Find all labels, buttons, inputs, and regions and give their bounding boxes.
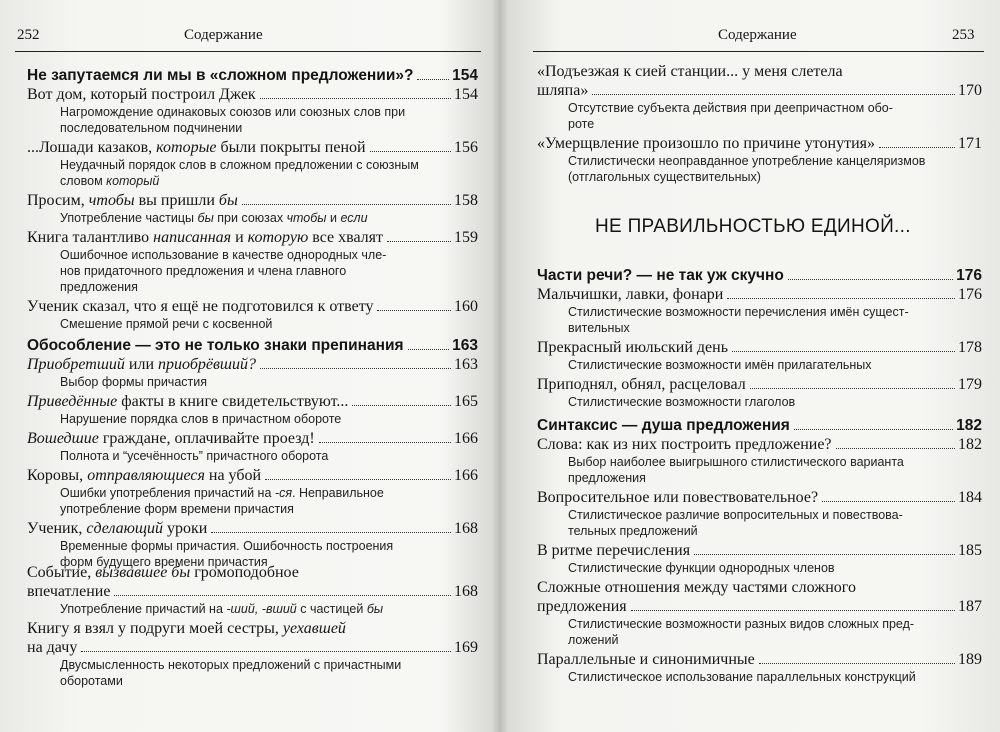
- toc-subtitle: нов придаточного предложения и члена главного: [60, 264, 347, 278]
- toc-entry-given-facts[interactable]: Приведённые факты в книге свидетельствуют... 165: [27, 393, 478, 410]
- section-title: НЕ ПРАВИЛЬНОСТЬЮ ЕДИНОЙ...: [595, 216, 911, 237]
- toc-subtitle: словом который: [60, 174, 160, 188]
- toc-subtitle: употребление форм времени причастия: [60, 502, 294, 516]
- toc-entry-citizens[interactable]: Вошедшие граждане, оплачивайте проезд! 166: [27, 430, 478, 447]
- toc-subtitle: предложения: [568, 471, 646, 485]
- page-number-left: 252: [17, 27, 40, 43]
- toc-subtitle: последовательном подчинении: [60, 121, 243, 135]
- running-header-left: Содержание: [184, 27, 263, 43]
- toc-entry-build-sentence[interactable]: Слова: как из них построить предложение? 182: [537, 436, 982, 453]
- toc-subtitle: роте: [568, 117, 595, 131]
- toc-subtitle: Употребление причастий на -ший, -вший с частицей бы: [60, 602, 384, 616]
- toc-entry-jack-house[interactable]: Вот дом, который построил Джек 154: [27, 86, 478, 103]
- toc-entry-book-line1[interactable]: Книгу я взял у подруги моей сестры, уехавшей: [27, 620, 346, 637]
- toc-entry-pupil-said[interactable]: Ученик сказал, что я ещё не подготовился к ответу 160: [27, 298, 478, 315]
- toc-entry-enumeration[interactable]: В ритме перечисления 185: [537, 542, 982, 559]
- toc-subtitle: Нарушение порядка слов в причастном обороте: [60, 412, 342, 426]
- toc-entry-please-come[interactable]: Просим, чтобы вы пришли бы 158: [27, 192, 478, 209]
- toc-subtitle: Стилистическое различие вопросительных и повествова-: [568, 508, 903, 522]
- toc-entry-drowning[interactable]: «Умерщвление произошло по причине утонутия» 171: [537, 135, 982, 152]
- toc-subtitle: Смешение прямой речи с косвенной: [60, 317, 273, 331]
- toc-entry-complex-relations[interactable]: предложения 187: [537, 598, 982, 615]
- toc-subtitle: Ошибки употребления причастий на -ся. Неправильное: [60, 486, 384, 500]
- toc-subtitle: Стилистические возможности глаголов: [568, 395, 796, 409]
- toc-subtitle: Употребление частицы бы при союзах чтобы и если: [60, 211, 368, 225]
- toc-entry-cows[interactable]: Коровы, отправляющиеся на убой 166: [27, 467, 478, 484]
- toc-entry-complex-sentence[interactable]: Не запутаемся ли мы в «сложном предложении»? 154: [27, 67, 478, 84]
- toc-subtitle: Отсутствие субъекта действия при деепричастном обо-: [568, 101, 893, 115]
- toc-subtitle: Выбор формы причастия: [60, 375, 207, 389]
- toc-subtitle: форм будущего времени причастия: [60, 555, 268, 569]
- toc-subtitle: Выбор наиболее выигрышного стилистического варианта: [568, 455, 904, 469]
- toc-subtitle: Ошибочное использование в качестве однородных чле-: [60, 248, 387, 262]
- toc-entry-parts-of-speech[interactable]: Части речи? — не так уж скучно 176: [537, 267, 982, 284]
- toc-entry-lifted-hugged[interactable]: Приподнял, обнял, расцеловал 179: [537, 376, 982, 393]
- toc-entry-syntax[interactable]: Синтаксис — душа предложения 182: [537, 417, 982, 434]
- toc-entry-event[interactable]: впечатление 168: [27, 583, 478, 600]
- toc-entry-interrogative[interactable]: Вопросительное или повествовательное? 184: [537, 489, 982, 506]
- running-header-right: Содержание: [718, 27, 797, 43]
- toc-entry-parallel[interactable]: Параллельные и синонимичные 189: [537, 651, 982, 668]
- toc-entry-july-day[interactable]: Прекрасный июльский день 178: [537, 339, 982, 356]
- page-number-right: 253: [952, 27, 975, 43]
- header-rule-left: [15, 51, 481, 52]
- toc-subtitle: вительных: [568, 321, 630, 335]
- toc-subtitle: предложения: [60, 280, 138, 294]
- toc-entry-isolation[interactable]: Обособление — это не только знаки препинания 163: [27, 337, 478, 354]
- toc-entry-boys-shops[interactable]: Мальчишки, лавки, фонари 176: [537, 286, 982, 303]
- toc-entry-pupil-doing[interactable]: Ученик, сделающий уроки 168: [27, 520, 478, 537]
- toc-subtitle: Стилистическое использование параллельных конструкций: [568, 670, 916, 684]
- toc-subtitle: Стилистически неоправданное употребление канцеляризмов: [568, 154, 926, 168]
- toc-entry-acquired[interactable]: Приобретший или приобрёвший? 163: [27, 356, 478, 373]
- toc-subtitle: ложений: [568, 633, 619, 647]
- toc-entry-event-line1[interactable]: Событие, вызвавшее бы громоподобное: [27, 564, 299, 581]
- toc-subtitle: (отглагольных существительных): [568, 170, 761, 184]
- toc-subtitle: Неудачный порядок слов в сложном предложении с союзным: [60, 158, 419, 172]
- toc-entry-talented-book[interactable]: Книга талантливо написанная и которую все хвалят 159: [27, 229, 478, 246]
- toc-subtitle: Стилистические возможности разных видов сложных пред-: [568, 617, 915, 631]
- toc-subtitle: Двусмысленность некоторых предложений с причастными: [60, 658, 402, 672]
- toc-subtitle: Временные формы причастия. Ошибочность построения: [60, 539, 394, 553]
- right-page: [500, 0, 1000, 732]
- toc-entry-complex-relations-line1[interactable]: Сложные отношения между частями сложного: [537, 579, 856, 596]
- toc-subtitle: Стилистические возможности перечисления имён сущест-: [568, 305, 909, 319]
- toc-subtitle: Стилистические функции однородных членов: [568, 561, 835, 575]
- toc-subtitle: Полнота и “усечённость” причастного оборота: [60, 449, 329, 463]
- toc-subtitle: тельных предложений: [568, 524, 698, 538]
- toc-subtitle: Стилистические возможности имён прилагательных: [568, 358, 872, 372]
- toc-subtitle: оборотами: [60, 674, 123, 688]
- header-rule-right: [533, 51, 984, 52]
- toc-entry-station-line1[interactable]: «Подъезжая к сией станции... у меня слетела: [537, 63, 843, 80]
- toc-entry-book[interactable]: на дачу 169: [27, 639, 478, 656]
- toc-entry-cossack-horses[interactable]: ...Лошади казаков, которые были покрыты пеной 156: [27, 139, 478, 156]
- toc-entry-station[interactable]: шляпа» 170: [537, 82, 982, 99]
- toc-subtitle: Нагромождение одинаковых союзов или союзных слов при: [60, 105, 406, 119]
